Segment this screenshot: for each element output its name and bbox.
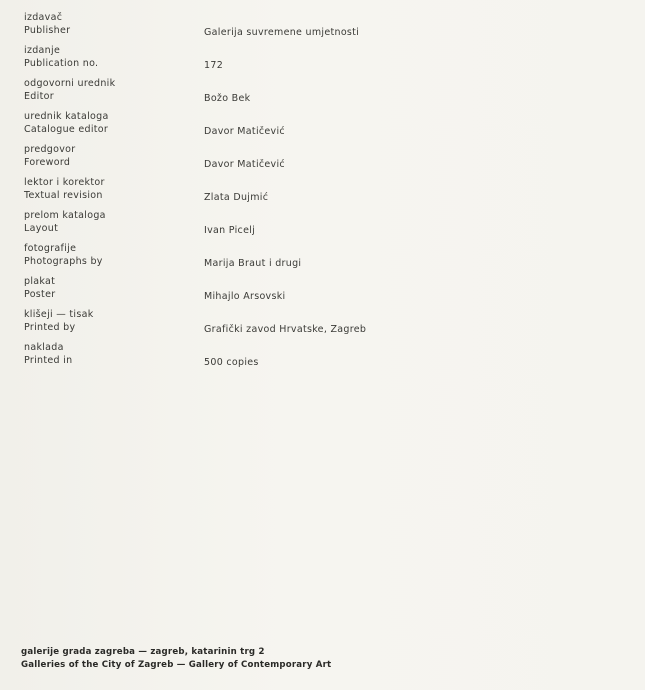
credit-label-en: Textual revision (24, 190, 103, 201)
credit-label-hr: odgovorni urednik (24, 78, 116, 89)
credit-value: Mihajlo Arsovski (204, 291, 286, 302)
credit-row-catalogue-editor (24, 110, 624, 143)
credit-label-hr: urednik kataloga (24, 111, 109, 122)
credit-row-printed-in (24, 341, 624, 374)
credit-row-printed-by (24, 308, 624, 341)
credit-label-hr: lektor i korektor (24, 177, 105, 188)
credits-list (24, 11, 624, 374)
credit-value: Galerija suvremene umjetnosti (204, 27, 360, 38)
credit-value: Zlata Dujmić (204, 192, 269, 203)
credit-label-hr: predgovor (24, 144, 76, 155)
credit-label-en: Publisher (24, 25, 71, 36)
footer-line-english: Galleries of the City of Zagreb — Gallery of Contemporary Art (21, 659, 332, 670)
credit-label-hr: izdavač (24, 12, 63, 23)
footer-line-croatian: galerije grada zagreba — zagreb, katarinin trg 2 (21, 647, 265, 657)
credit-value: Ivan Picelj (204, 225, 256, 236)
credit-label-hr: naklada (24, 342, 64, 353)
credit-row-foreword (24, 143, 624, 176)
credit-value: Grafički zavod Hrvatske, Zagreb (204, 324, 367, 335)
credit-row-photographs (24, 242, 624, 275)
credit-value: 500 copies (204, 357, 259, 368)
credit-label-hr: klišeji — tisak (24, 309, 94, 320)
credit-label-en: Editor (24, 91, 54, 102)
credit-value: Božo Bek (204, 93, 251, 104)
credit-label-hr: fotografije (24, 243, 77, 254)
publisher-footer (21, 646, 331, 671)
credit-row-textual-revision (24, 176, 624, 209)
credit-label-hr: izdanje (24, 45, 61, 56)
credit-label-en: Publication no. (24, 58, 99, 69)
credit-value: Davor Matičević (204, 159, 285, 170)
credit-label-en: Poster (24, 289, 56, 300)
credit-row-publisher (24, 11, 624, 44)
credit-label-en: Foreword (24, 157, 71, 168)
credit-label-en: Photographs by (24, 256, 103, 267)
credit-value: 172 (204, 60, 224, 71)
credit-label-en: Layout (24, 223, 59, 234)
credit-row-poster (24, 275, 624, 308)
credit-label-en: Printed by (24, 322, 76, 333)
credit-label-hr: prelom kataloga (24, 210, 106, 221)
credit-label-hr: plakat (24, 276, 56, 287)
credit-value: Marija Braut i drugi (204, 258, 302, 269)
credit-row-publication-no (24, 44, 624, 77)
credit-value: Davor Matičević (204, 126, 285, 137)
credit-label-en: Catalogue editor (24, 124, 109, 135)
credit-row-editor (24, 77, 624, 110)
credit-row-layout (24, 209, 624, 242)
credit-label-en: Printed in (24, 355, 73, 366)
